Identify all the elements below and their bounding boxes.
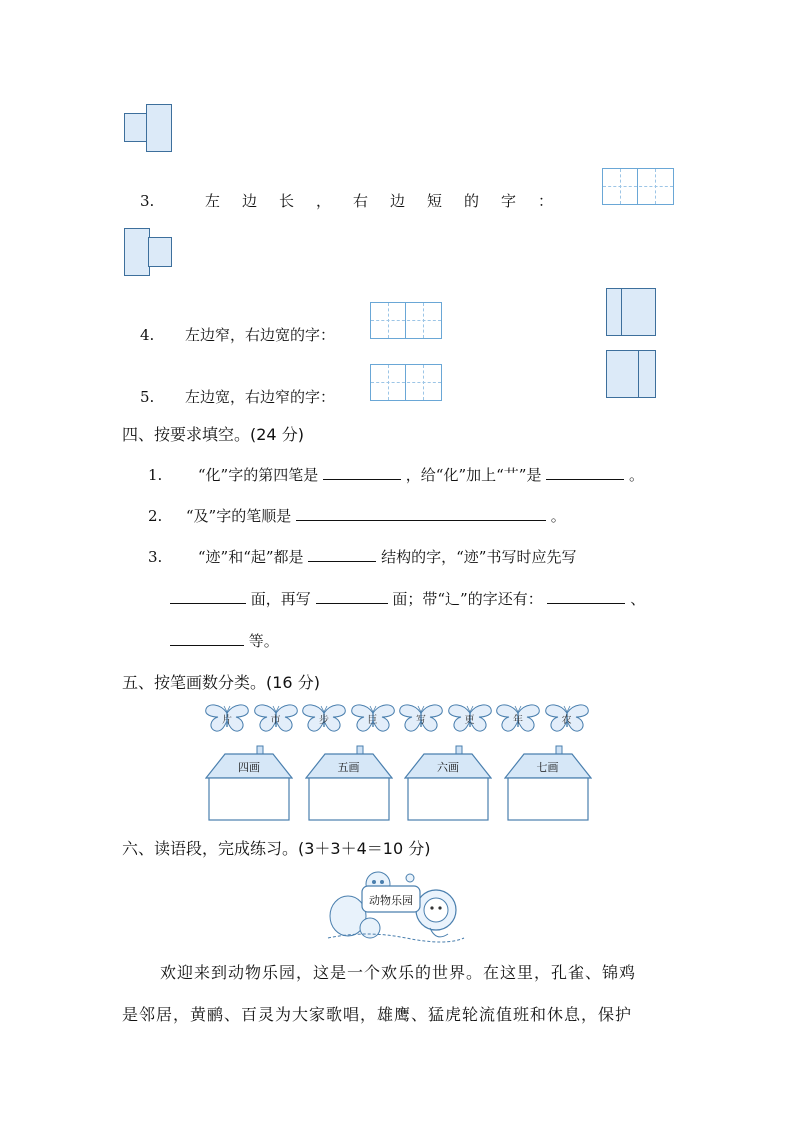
q4-2-blank[interactable] [296,506,546,521]
writing-grid-item-4[interactable] [370,302,442,339]
item-5-number: 5. [140,388,155,406]
q4-1-text-c: 。 [629,466,645,484]
house-icon [305,742,393,822]
q4-2 [148,505,566,526]
butterfly-character: 片 [222,715,232,726]
item-3-number: 3. [140,192,155,210]
item-4-number: 4. [140,326,155,344]
q4-2-text-b: 。 [550,507,566,525]
zoo-sign-text: 动物乐园 [369,894,413,907]
butterfly-card[interactable] [350,703,396,733]
butterfly-character: 年 [513,715,523,726]
q4-3-line1 [148,546,576,567]
house-icon [504,742,592,822]
stroke-count-house[interactable] [504,742,592,822]
q4-3-blank-5[interactable] [170,631,244,646]
section-6-title: 六、读语段，完成练习。(3＋3＋4＝10 分) [122,839,431,858]
butterfly-card[interactable] [204,703,250,733]
q4-2-number: 2. [148,507,163,525]
passage-line-1: 欢迎来到动物乐园，这是一个欢乐的世界。在这里，孔雀、锦鸡 [160,963,637,982]
q4-1-blank-2[interactable] [546,465,624,480]
house-label: 四画 [238,761,260,774]
q4-3-line2 [170,588,645,609]
butterfly-card[interactable] [301,703,347,733]
q4-1-text-a: “化”字的第四笔是 [197,466,319,484]
writing-grid-item-5[interactable] [370,364,442,401]
house-icon [404,742,492,822]
q4-3-blank-3[interactable] [316,589,388,604]
writing-grid-item-3[interactable] [602,168,674,205]
passage-line-2: 是邻居，黄鹂、百灵为大家歌唱，雄鹰、猛虎轮流值班和休息，保护 [122,1005,633,1024]
q4-3-text-c: 面，再写 [250,590,311,608]
item-5-text: 左边宽，右边窄的字： [185,388,336,406]
q4-1-number: 1. [148,466,163,484]
butterfly-character: 步 [319,715,329,726]
butterfly-character: 巨 [367,715,378,726]
house-icon [205,742,293,822]
q4-3-text-d: 面；带“辶”的字还有： [392,590,543,608]
q4-3-text-e: 、 [630,590,646,608]
stroke-count-house[interactable] [305,742,393,822]
section-5-title: 五、按笔画数分类。(16 分) [122,673,320,692]
butterfly-character: 写 [416,715,426,726]
item-4-text: 左边窄，右边宽的字： [185,326,336,344]
butterfly-card[interactable] [398,703,444,733]
butterfly-character: 农 [561,715,572,726]
q4-1 [148,464,644,485]
butterfly-card[interactable] [544,703,590,733]
butterfly-character: 市 [270,715,281,726]
q4-3-text-f: 等。 [248,632,279,650]
q4-3-line3 [170,630,279,651]
house-label: 七画 [536,761,559,774]
stroke-count-house[interactable] [404,742,492,822]
q4-3-blank-4[interactable] [547,589,625,604]
house-label: 六画 [437,761,459,774]
q4-1-text-b: ，给“化”加上“艹”是 [405,466,542,484]
q4-3-text-a: “迹”和“起”都是 [197,548,304,566]
q4-3-number: 3. [148,548,163,566]
butterfly-card[interactable] [495,703,541,733]
q4-1-blank-1[interactable] [323,465,401,480]
section-4-title: 四、按要求填空。(24 分) [122,425,304,444]
q4-3-blank-1[interactable] [308,547,376,562]
q4-3-blank-2[interactable] [170,589,246,604]
butterfly-card[interactable] [447,703,493,733]
item-3-text: 左边长，右边短的字： [205,192,576,210]
stroke-count-house[interactable] [205,742,293,822]
q4-2-text-a: “及”字的笔顺是 [185,507,292,525]
zoo-illustration [326,868,466,944]
q4-3-text-b: 结构的字，“迹”书写时应先写 [381,548,577,566]
butterfly-character: 更 [464,715,475,726]
butterfly-card[interactable] [253,703,299,733]
house-label: 五画 [337,761,360,774]
